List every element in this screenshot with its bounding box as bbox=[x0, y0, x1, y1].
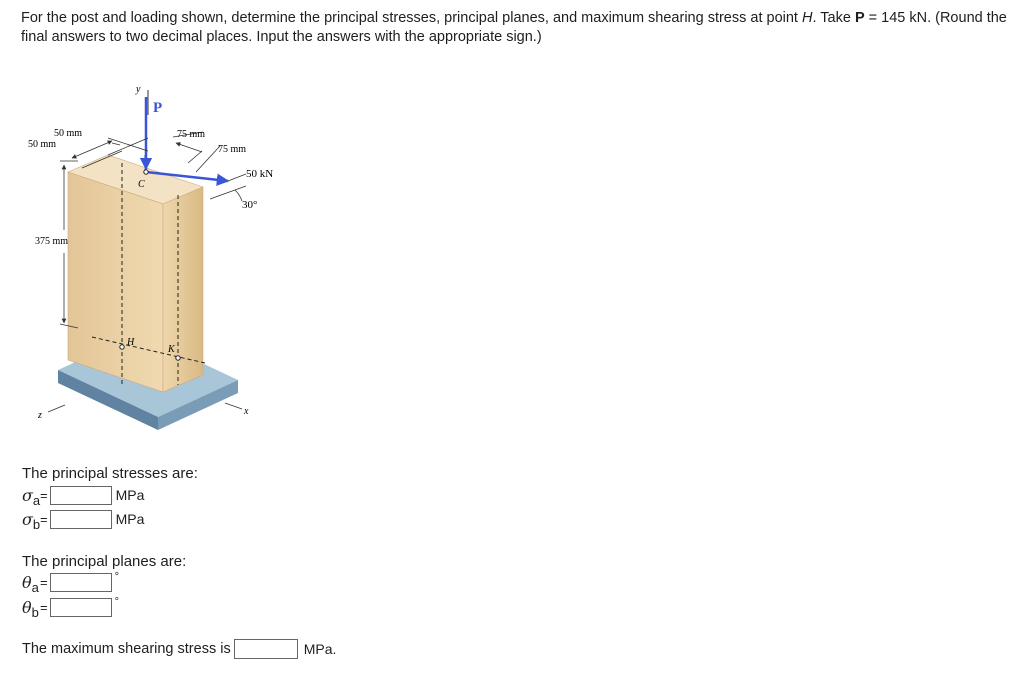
sigma-b-unit: MPa bbox=[115, 511, 145, 527]
force-label: 50 kN bbox=[246, 168, 274, 180]
theta-a-symbol: $\theta_a$ bbox=[22, 572, 39, 595]
point-k-label: K bbox=[168, 344, 175, 355]
theta-b-unit: ° bbox=[114, 596, 119, 608]
dim-75mm-top: 75 mm bbox=[177, 129, 206, 140]
sigma-b-input[interactable] bbox=[50, 510, 112, 529]
principal-stresses-title: The principal stresses are: bbox=[22, 465, 198, 482]
max-shear-unit: MPa. bbox=[303, 641, 337, 657]
load-symbol: P bbox=[854, 10, 865, 26]
angle-label: 30° bbox=[242, 199, 258, 211]
theta-a-row: $\theta_a$ = ° bbox=[22, 571, 119, 595]
sigma-a-unit: MPa bbox=[115, 487, 145, 503]
dim-75mm-bottom: 75 mm bbox=[218, 144, 247, 155]
dim-50mm-bottom: 50 mm bbox=[28, 139, 57, 150]
point-h-label: H bbox=[127, 337, 135, 348]
sigma-b-symbol: $\sigma_b$ bbox=[22, 509, 41, 532]
theta-a-input[interactable] bbox=[50, 573, 112, 592]
sigma-a-symbol: $\sigma_a$ bbox=[22, 485, 41, 508]
sigma-a-input[interactable] bbox=[50, 486, 112, 505]
theta-b-row: $\theta_b$ = ° bbox=[22, 596, 119, 620]
max-shear-input[interactable] bbox=[234, 639, 298, 659]
theta-b-symbol: $\theta_b$ bbox=[22, 597, 39, 620]
z-axis-label: z bbox=[38, 410, 42, 421]
dim-375mm: 375 mm bbox=[35, 236, 69, 247]
principal-planes-title: The principal planes are: bbox=[22, 553, 187, 570]
sigma-a-row: $\sigma_a$ = MPa bbox=[22, 485, 145, 508]
sigma-b-row: $\sigma_b$ = MPa bbox=[22, 509, 145, 532]
max-shear-label: The maximum shearing stress is bbox=[22, 641, 231, 657]
point-h-ref: H bbox=[802, 10, 813, 26]
problem-statement: For the post and loading shown, determine the principal stresses, principal planes, and maximum shearing stress at point H. Take P = 145 kN. (Round the final answers to two decimal places. Input the answers with the appropriate sign.) bbox=[21, 10, 1007, 45]
x-axis-label: x bbox=[244, 406, 249, 417]
theta-b-input[interactable] bbox=[50, 598, 112, 617]
post-figure bbox=[20, 75, 300, 430]
max-shear-row bbox=[22, 638, 336, 660]
point-c-label: C bbox=[138, 179, 145, 190]
load-p-label: P bbox=[153, 100, 163, 116]
post bbox=[68, 155, 203, 392]
theta-a-unit: ° bbox=[114, 571, 119, 583]
y-axis-label: y bbox=[136, 84, 141, 95]
dim-50mm-top: 50 mm bbox=[54, 128, 83, 139]
